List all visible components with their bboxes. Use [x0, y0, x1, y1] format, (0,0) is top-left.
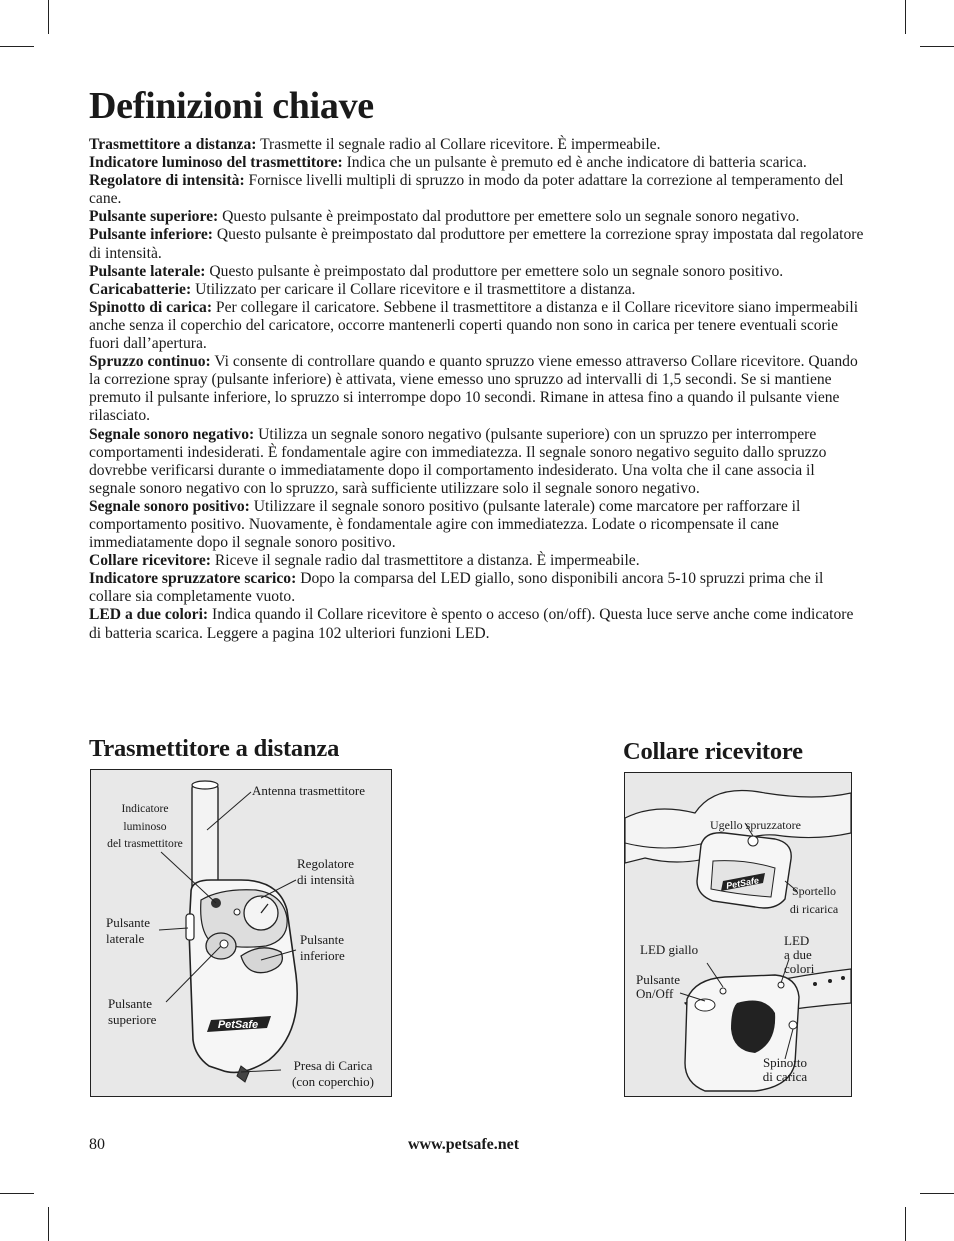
definition-item — [89, 552, 864, 570]
label-lower-button — [300, 932, 345, 964]
definition-term: Spinotto di carica: — [89, 298, 213, 316]
definition-item — [89, 154, 864, 172]
definition-text: Utilizzato per caricare il Collare ricevitore e il trasmettitore a distanza. — [195, 280, 636, 298]
label-intensity-line: Regolatore — [297, 856, 355, 871]
label-charging-plug — [748, 1056, 822, 1084]
definition-item — [89, 136, 864, 154]
label-side-line: Pulsante — [106, 915, 151, 930]
definition-term: Pulsante inferiore: — [89, 226, 214, 244]
definition-item — [89, 208, 864, 226]
definition-item — [89, 606, 864, 642]
label-led-line: colori — [784, 961, 815, 976]
definition-item — [89, 281, 864, 299]
side-button-shape — [186, 914, 194, 940]
definition-term: Collare ricevitore: — [89, 552, 211, 570]
label-door-line: Sportello — [792, 884, 836, 898]
definition-text: Indica che un pulsante è premuto ed è anche indicatore di batteria scarica. — [346, 154, 807, 172]
definition-term: Caricabatterie: — [89, 280, 192, 298]
definition-term: Segnale sonoro negativo: — [89, 425, 255, 443]
definition-item — [89, 353, 864, 425]
definition-item — [89, 570, 864, 606]
definition-term: Regolatore di intensità: — [89, 172, 245, 190]
petsafe-logo: PetSafe — [217, 1019, 259, 1031]
label-yellow-led: LED giallo — [640, 942, 699, 957]
crop-mark — [920, 1193, 954, 1194]
label-nozzle: Ugello spruzzatore — [710, 818, 801, 832]
definition-text: Utilizza un segnale sonoro negativo (pulsante superiore) con un spruzzo per interrompere comportamenti indesiderati. È fondamentale agire con immediatezza. Il segnale sonoro negativo seguito dallo spruzzo dovrebbe verificarsi durante o immediatamente dopo il comportamento indesiderato. Una volta che il cane associa il segnale sonoro negativo con lo spruzzo, sarà sufficiente utilizzare solo il segnale sonoro negativo. — [89, 425, 827, 497]
label-upper-line: superiore — [108, 1012, 157, 1027]
transmitter-heading: Trasmettitore a distanza — [89, 735, 340, 762]
label-charge-line: (con coperchio) — [292, 1074, 374, 1089]
receiver-logo: PetSafe — [725, 875, 760, 891]
yellow-led-shape — [720, 988, 726, 994]
definition-text: Trasmette il segnale radio al Collare ricevitore. È impermeabile. — [260, 136, 661, 153]
definition-term: Pulsante superiore: — [89, 208, 219, 226]
label-lower-line: inferiore — [300, 948, 345, 963]
label-charge-line: Presa di Carica — [293, 1058, 373, 1073]
crop-mark — [0, 46, 34, 47]
label-charge-door — [782, 883, 846, 918]
definition-term: Pulsante laterale: — [89, 262, 206, 280]
label-on-off-button — [636, 973, 680, 1001]
label-led-line: a due — [784, 947, 812, 962]
page-number: 80 — [89, 1136, 105, 1153]
crop-mark — [905, 1207, 906, 1241]
definition-text: Questo pulsante è preimpostato dal produttore per emettere la correzione spray impostata dal regolatore di intensità. — [89, 226, 864, 262]
definition-term: Spruzzo continuo: — [89, 353, 211, 371]
definition-item — [89, 172, 864, 208]
definition-text: Dopo la comparsa del LED giallo, sono disponibili ancora 5-10 spruzzi prima che il collare sia completamente vuoto. — [89, 570, 824, 606]
crop-mark — [0, 1193, 34, 1194]
definition-text: Questo pulsante è preimpostato dal produttore per emettere solo un segnale sonoro negativo. — [222, 208, 800, 226]
nozzle-shape — [748, 836, 758, 846]
label-charge-port — [282, 1058, 384, 1090]
definition-term: Trasmettitore a distanza: — [89, 136, 257, 153]
crop-mark — [905, 0, 906, 34]
charging-plug-shape — [789, 1021, 797, 1029]
definition-item — [89, 263, 864, 281]
label-side-line: laterale — [106, 931, 145, 946]
definition-text: Riceve il segnale radio dal trasmettitore a distanza. È impermeabile. — [214, 552, 640, 570]
label-led-line: LED — [784, 933, 810, 948]
label-dual-led — [784, 934, 814, 976]
label-upper-line: Pulsante — [108, 996, 153, 1011]
definition-term: Segnale sonoro positivo: — [89, 497, 250, 515]
label-plug-line: Spinotto — [762, 1055, 808, 1070]
label-plug-line: di carica — [762, 1069, 808, 1084]
definition-text: Utilizzare il segnale sonoro positivo (pulsante laterale) come marcatore per rafforzare il comportamento positivo. Nuovamente, è fondamentale agire con immediatezza. Lodate o ricompensate il cane immediatamente dopo il segnale sonoro positivo. — [89, 497, 801, 552]
label-indicator-line: del trasmettitore — [107, 837, 183, 850]
label-intensity-line: di intensità — [297, 872, 355, 887]
definition-text: Fornisce livelli multipli di spruzzo in modo da poter adattare la correzione al temperamento del cane. — [89, 172, 844, 208]
definition-text: Per collegare il caricatore. Sebbene il trasmettitore a distanza e il Collare ricevitore siano impermeabili anche senza il coperchio del caricatore, occorre mantenerli coperti quando non sono in carica per tenere eventuali scorie fuori dall’apertura. — [89, 298, 859, 353]
definitions-list — [89, 136, 864, 643]
definition-text: Indica quando il Collare ricevitore è spento o acceso (on/off). Questa luce serve anche come indicatore di batteria scarica. Leggere a pagina 102 ulteriori funzioni LED. — [89, 606, 854, 642]
definition-term: Indicatore spruzzatore scarico: — [89, 570, 297, 588]
definition-item — [89, 498, 864, 552]
label-intensity — [297, 856, 354, 888]
label-door-line: di ricarica — [789, 901, 839, 916]
crop-mark — [48, 0, 49, 34]
label-lower-line: Pulsante — [300, 932, 345, 947]
definition-text: Questo pulsante è preimpostato dal produttore per emettere solo un segnale sonoro positivo. — [209, 262, 784, 280]
definition-item — [89, 426, 864, 498]
label-onoff-line: On/Off — [636, 986, 674, 1001]
receiver-heading: Collare ricevitore — [623, 738, 803, 765]
label-side-button — [106, 915, 150, 947]
label-upper-button — [108, 996, 156, 1028]
definition-item — [89, 299, 864, 353]
definition-item — [89, 226, 864, 262]
crop-mark — [48, 1207, 49, 1241]
definition-term: LED a due colori: — [89, 606, 209, 624]
definition-text: Vi consente di controllare quando e quanto spruzzo viene emesso attraverso Collare ricevitore. Quando la correzione spray (pulsante inferiore) è attivata, viene emesso uno spruzzo ad intervalli di 1,5 secondi. Se si mantiene premuto il pulsante inferiore, lo spruzzo si interrompe dopo 10 secondi. Rimane in attesa fino a quando il pulsante viene rilasciato. — [89, 353, 858, 425]
label-onoff-line: Pulsante — [636, 972, 681, 987]
label-antenna: Antenna trasmettitore — [252, 783, 365, 798]
page-title: Definizioni chiave — [89, 85, 374, 127]
label-indicator-line: luminoso — [123, 819, 167, 833]
label-indicator-line: Indicatore — [121, 802, 169, 815]
crop-mark — [920, 46, 954, 47]
definition-term: Indicatore luminoso del trasmettitore: — [89, 154, 343, 172]
label-indicator — [100, 800, 190, 853]
footer-url: www.petsafe.net — [408, 1136, 520, 1153]
